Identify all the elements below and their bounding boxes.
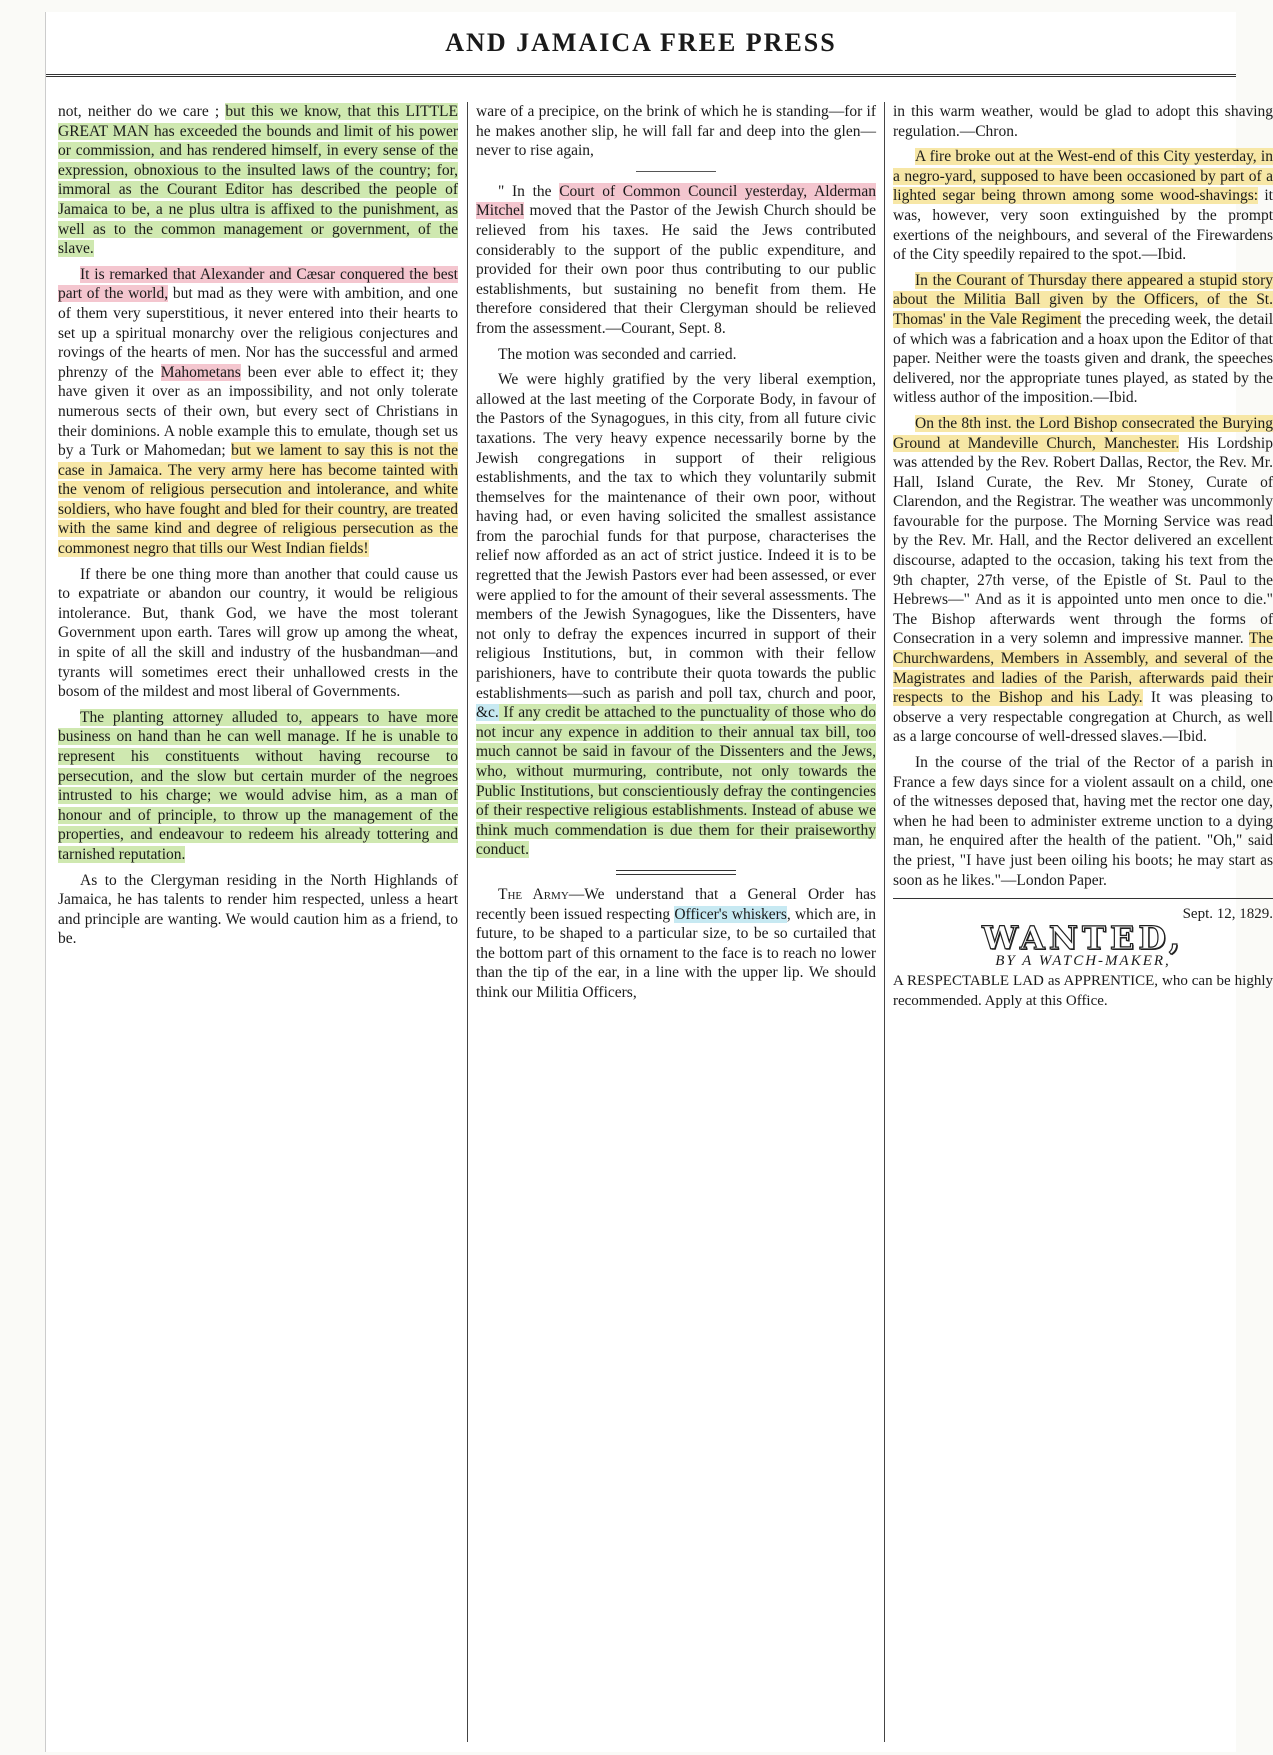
article-paragraph: ware of a precipice, on the brink of which he is standing—for if he makes another slip, he will fall far and deep into the glen—never to rise again, bbox=[476, 103, 876, 160]
column-2 bbox=[476, 102, 876, 1742]
article-paragraph: In the course of the trial of the Rector of a parish in France a few days since for a violent assault on a child, one of the witnesses deposed that, having met the rector one day, when he had been to administer extreme unction to a dying man, he enquired after the health of the patient. "Oh," said the priest, "I have just been oiling his boots; he may start as soon as he likes."—London Paper. bbox=[893, 754, 1273, 889]
text: but mad as they were with ambition, and one of them very superstitious, it never entered into their hearts to set up a spiritual monarchy over the religious conjectures and rovings of the hearts of men. Nor has the successful and armed phrenzy of the bbox=[58, 285, 458, 381]
article-paragraph bbox=[476, 885, 876, 1003]
highlighted-text: The Churchwardens, Members in Assembly, and several of the Magistrates and ladies of the Parish, afterwards paid their respects to the Bishop and his Lady. bbox=[893, 630, 1273, 707]
highlighted-text: In the Courant of Thursday there appeared a stupid story about the Militia Ball given by the Officers, of the St. Thomas' in the Vale Regiment bbox=[893, 271, 1273, 328]
article-paragraph: in this warm weather, would be glad to adopt this shaving regulation.—Chron. bbox=[893, 103, 1273, 140]
highlighted-text: but we lament to say this is not the case in Jamaica. The very army here has become tainted with the venom of religious persecution and intolerance, and white soldiers, who have fought and bled for their country, are treated with the same kind and degree of religious persecution as the commonest negro that tills our West Indian fields! bbox=[58, 442, 458, 558]
article-paragraph bbox=[58, 708, 458, 865]
article-paragraph: The motion was seconded and carried. bbox=[498, 345, 737, 363]
article-paragraph: If there be one thing more than another that could cause us to expatriate or abandon our country, it would be religious intolerance. But, thank God, we have the most tolerant Government upon earth. Tares will grow up among the wheat, in spite of all the skill and industry of the husbandman—and tyrants will sometimes erect their unhallowed crests in the bosom of the mildest and most liberal of Governments. bbox=[58, 565, 458, 701]
masthead: AND JAMAICA FREE PRESS bbox=[46, 12, 1236, 77]
text: moved that the Pastor of the Jewish Church should be relieved from his taxes. He said the Jews contributed considerably to the support of the public expenditure, and provided for their own poor thus contributing to our public establishments, but sustaining no benefit from them. He therefore considered that their Clergyman should be relieved from the assessment.—Courant, Sept. 8. bbox=[476, 202, 876, 337]
highlighted-text: but this we know, that this LITTLE GREAT MAN has exceeded the bounds and limit of his power or commission, and has rendered himself, in every sense of the expression, obnoxious to the insulted laws of the country; for, immoral as the Courant Editor has described the people of Jamaica to be, a ne plus ultra is affixed to the punishment, as well as to the common management or government, of the slave. bbox=[58, 103, 458, 258]
column-3 bbox=[893, 102, 1273, 1742]
article-paragraph bbox=[58, 265, 458, 559]
ad-body: A RESPECTABLE LAD as APPRENTICE, who can be highly recommended. Apply at this Office. bbox=[893, 972, 1273, 1009]
highlighted-text: The planting attorney alluded to, appears to have more business on hand than he can well manage. If he is unable to represent his constituents without having recourse to persecution, and the slow but certain murder of the negroes intrusted to his charge; we would advise him, as a man of honour and of principle, to throw up the management of the properties, and endeavour to redeem his already tottering and tarnished reputation. bbox=[58, 708, 458, 863]
text: it was, however, very soon extinguished by the prompt exertions of the neighbours, and several of the Firewardens of the City speedily repaired to the spot.—Ibid. bbox=[893, 187, 1273, 264]
article-paragraph bbox=[58, 102, 458, 259]
highlighted-text: Mahometans bbox=[160, 363, 241, 381]
article-lead: The Army bbox=[498, 885, 569, 903]
article-paragraph bbox=[476, 182, 876, 339]
ad-subtitle: BY A WATCH-MAKER, bbox=[995, 953, 1171, 970]
text: not, neither do we care ; bbox=[58, 103, 226, 120]
ad-title: WANTED, bbox=[982, 918, 1184, 957]
text: , which are, in future, to be shaped to a particular size, to be so curtailed that the bottom part of this ornament to the face is to reach no lower than the tip of the ear, in a line with the upper lip. We should think our Militia Officers, bbox=[476, 905, 877, 1001]
highlighted-text: It is remarked that Alexander and Cæsar conquered the best part of the world, bbox=[58, 265, 458, 303]
highlighted-text: Officer's whiskers bbox=[674, 905, 787, 923]
advertisement bbox=[893, 898, 1273, 1011]
text: His Lordship was attended by the Rev. Robert Dallas, Rector, the Rev. Mr. Hall, Island Curate, the Rev. Mr Stoney, Curate of Clarendon, and the Registrar. The weather was uncommonly favourable for the purpose. The Morning Service was read by the Rev. Mr. Hall, and the Rector delivered an excellent discourse, adapted to the occasion, taking his text from the 9th chapter, 27th verse, of the Epistle of St. Paul to the Hebrews—" And as it is appointed unto men once to die." The Bishop afterwards went through the forms of Consecration in a very solemn and impressive manner. bbox=[893, 434, 1273, 648]
text: been ever able to effect it; they have given it over as an impossibility, and not only tolerate numerous sects of their own, but every sect of Christians in their dominions. A noble example this to emulate, though set us by a Turk or Mahomedan; bbox=[58, 363, 458, 460]
section-divider bbox=[616, 870, 736, 875]
highlighted-text: Court of Common Council yesterday, Alderman Mitchel bbox=[476, 182, 876, 220]
article-paragraph bbox=[476, 370, 876, 860]
ad-date: Sept. 12, 1829. bbox=[1182, 906, 1273, 923]
highlighted-text: A fire broke out at the West-end of this City yesterday, in a negro-yard, supposed to have been occasioned by part of a lighted segar being thrown among some wood-shavings: bbox=[893, 148, 1273, 205]
highlighted-text: On the 8th inst. the Lord Bishop consecrated the Burying Ground at Mandeville Church, Manchester. bbox=[893, 414, 1273, 452]
newspaper-page bbox=[45, 12, 1273, 1752]
column-rule bbox=[884, 102, 885, 1742]
article-paragraph bbox=[893, 271, 1273, 408]
highlighted-text: If any credit be attached to the punctuality of those who do not incur any expence in addition to their annual tax bill, too much cannot be said in favour of the Dissenters and the Jews, who, without murmuring, contribute, not only towards the Public Institutions, but conscientiously defray the contingencies of their respective religious establishments. Instead of abuse we think much commendation is due them for their praiseworthy conduct. bbox=[476, 704, 876, 859]
text: the preceding week, the detail of which was a fabrication and a hoax upon the Editor of that paper. Neither were the toasts given and drank, the speeches delivered, nor the appropriate tunes played, as stated by the witless author of the imposition.—Ibid. bbox=[893, 310, 1273, 407]
article-paragraph bbox=[893, 147, 1273, 265]
section-divider bbox=[636, 171, 716, 172]
column-rule bbox=[467, 102, 468, 1742]
highlighted-text: &c. bbox=[476, 704, 499, 722]
text: It was pleasing to observe a very respectable congregation at Church, as well as a large concourse of well-dressed slaves.—Ibid. bbox=[893, 689, 1273, 746]
text: —We understand that a General Order has recently been issued respecting bbox=[476, 885, 876, 923]
column-1 bbox=[58, 102, 458, 1742]
text: " In the bbox=[498, 182, 560, 200]
article-paragraph bbox=[893, 414, 1273, 747]
text: We were highly gratified by the very liberal exemption, allowed at the last meeting of the Corporate Body, in favour of the Pastors of the Synagogues, in this city, from all future civic taxations. The very heavy expence necessarily borne by the Jewish congregations in support of their religious establishments, and the tax to which they voluntarily submit themselves for the maintenance of their own poor, without having had, or even having solicited the smallest assistance from the parochial funds for that purpose, characterises the relief now afforded as an act of strict justice. Indeed it is to be regretted that the Jewish Pastors ever had been assessed, or ever were applied to for the amount of their several assessments. The members of the Jewish Synagogues, like the Dissenters, have not only to defray the expences incurred in support of their religious Institutions, but, in common with their fellow parishioners, have to contribute their quota towards the public establishments—such as parish and poll tax, church and poor, bbox=[476, 371, 876, 702]
article-paragraph: As to the Clergyman residing in the North Highlands of Jamaica, he has talents to render him respected, unless a heart and principle are wanting. We would caution him as a friend, to be. bbox=[58, 871, 458, 948]
